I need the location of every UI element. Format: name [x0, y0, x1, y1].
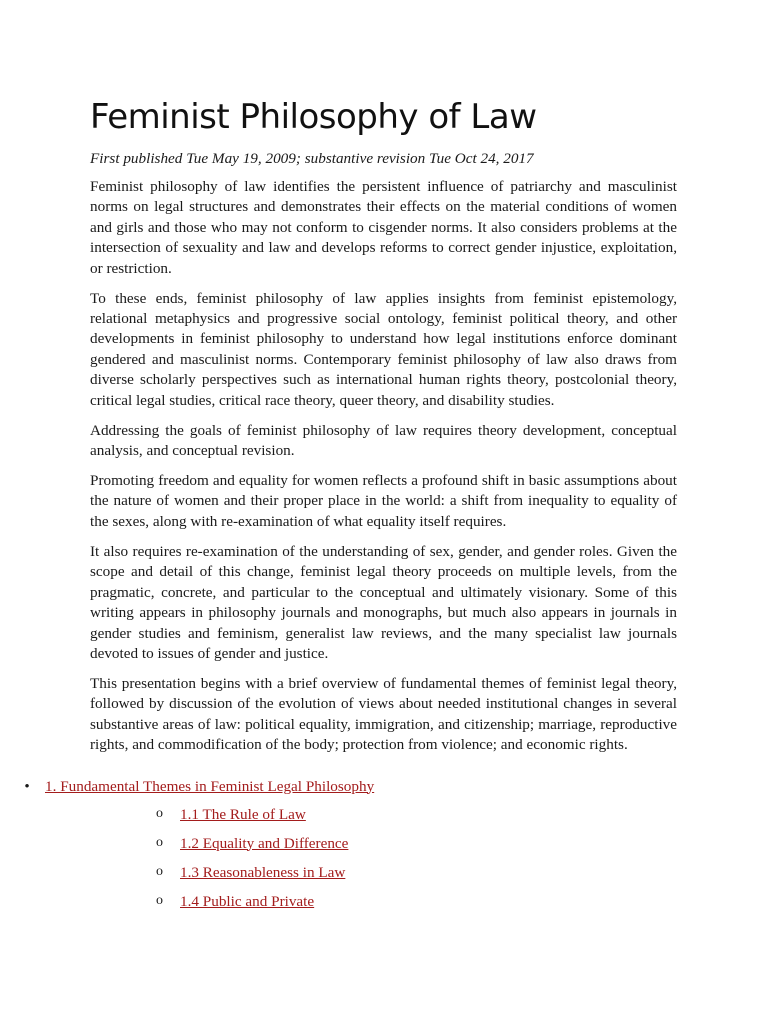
bullet-icon: •	[24, 777, 30, 795]
toc-subitem	[90, 834, 677, 863]
toc-item	[24, 777, 677, 797]
circle-bullet-icon: o	[156, 892, 163, 908]
table-of-contents	[24, 777, 677, 921]
toc-link-equality-difference[interactable]: 1.2 Equality and Difference	[180, 834, 349, 852]
circle-bullet-icon: o	[156, 834, 163, 850]
toc-sublist	[90, 805, 677, 921]
toc-link-fundamental-themes[interactable]: 1. Fundamental Themes in Feminist Legal Philosophy	[45, 777, 375, 795]
toc-subitem	[90, 863, 677, 892]
paragraph-methods: To these ends, feminist philosophy of law applies insights from feminist epistemology, relational metaphysics and progressive social ontology, feminist political theory, and other developments in feminist philosophy to understand how legal institutions enforce dominant gendered and masculinist norms. Contemporary feminist philosophy of law also draws from diverse scholarly perspectives such as international human rights theory, postcolonial theory, critical legal studies, critical race theory, queer theory, and disability studies.	[90, 289, 677, 409]
circle-bullet-icon: o	[156, 863, 163, 879]
toc-link-reasonableness[interactable]: 1.3 Reasonableness in Law	[180, 863, 346, 881]
paragraph-intro: Feminist philosophy of law identifies the persistent influence of patriarchy and masculinist norms on legal structures and demonstrates their effects on the material conditions of women and girls and those who may not conform to cisgender norms. It also considers problems at the intersection of sexuality and law and develops reforms to correct gender injustice, exploitation, or restriction.	[90, 178, 677, 277]
toc-subitem	[90, 805, 677, 834]
toc-subitem	[90, 892, 677, 921]
paragraph-overview: This presentation begins with a brief overview of fundamental themes of feminist legal theory, followed by discussion of the evolution of views about needed institutional changes in several substantive areas of law: political equality, immigration, and citizenship; marriage, reproductive rights, and commodification of the body; protection from violence; and economic rights.	[90, 674, 677, 754]
paragraph-reexamination: It also requires re-examination of the understanding of sex, gender, and gender roles. Given the scope and detail of this change, feminist legal theory proceeds on multiple levels, from the pragmatic, concrete, and particular to the conceptual and ultimately visionary. Some of this writing appears in philosophy journals and monographs, but much also appears in journals in gender studies and feminism, generalist law reviews, and the many specialist law journals devoted to issues of gender and justice.	[90, 542, 677, 662]
page-title: Feminist Philosophy of Law	[90, 97, 537, 137]
paragraph-freedom: Promoting freedom and equality for women reflects a profound shift in basic assumptions about the nature of women and their proper place in the world: a shift from inequality to equality of the sexes, along with re-examination of what equality itself requires.	[90, 472, 677, 530]
publication-info: First published Tue May 19, 2009; substantive revision Tue Oct 24, 2017	[90, 150, 534, 167]
toc-link-public-private[interactable]: 1.4 Public and Private	[180, 892, 315, 910]
paragraph-goals: Addressing the goals of feminist philosophy of law requires theory development, conceptual analysis, and conceptual revision.	[90, 421, 677, 460]
circle-bullet-icon: o	[156, 805, 163, 821]
toc-link-rule-of-law[interactable]: 1.1 The Rule of Law	[180, 805, 306, 823]
article	[24, 94, 677, 921]
